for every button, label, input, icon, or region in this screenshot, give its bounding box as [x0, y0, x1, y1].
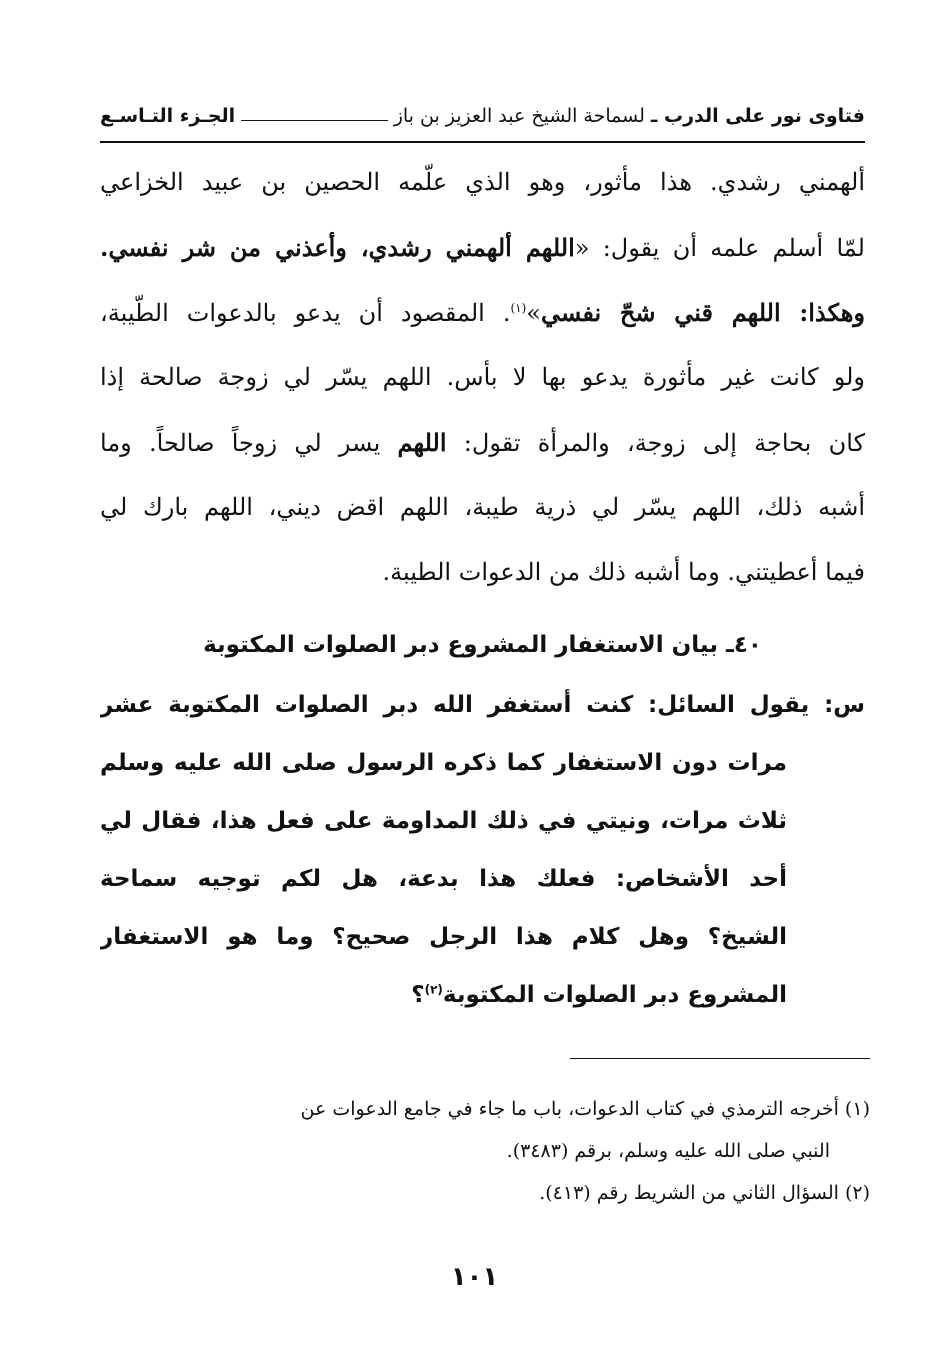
footnote-1: (١) أخرجه الترمذي في كتاب الدعوات، باب ما جاء في جامع الدعوات عن — [300, 1098, 870, 1120]
section-heading: ٤٠ـ بيان الاستغفار المشروع دبر الصلوات المكتوبة — [203, 632, 762, 658]
body-line — [100, 410, 865, 475]
body-line — [100, 540, 865, 605]
footnote-marker: (١) — [510, 301, 527, 315]
header-dash — [241, 120, 388, 121]
bold-text: وهكذا: اللهم قني شحّ نفسي — [540, 298, 865, 327]
question-line: المشروع دبر الصلوات المكتوبة — [442, 982, 787, 1008]
question-line-last — [100, 966, 865, 1024]
question-line: ثلاث مرات، ونيتي في ذلك المداومة على فعل هذا، فقال لي — [100, 808, 787, 834]
text-run: كان بحاجة إلى زوجة، والمرأة تقول: — [446, 429, 865, 457]
text-run: فيما أعطيتني. وما أشبه ذلك من الدعوات الطيبة. — [382, 558, 865, 586]
volume-label: الجـزء التـاسـع — [100, 105, 236, 127]
body-line — [100, 215, 865, 280]
question-line: أحد الأشخاص: فعلك هذا بدعة، هل لكم توجيه سماحة — [100, 866, 787, 892]
question-mark: ؟ — [411, 982, 425, 1008]
page-number: ١٠١ — [450, 1262, 499, 1292]
footnote-marker: (٢) — [424, 982, 443, 997]
text-run: ألهمني رشدي. هذا مأثور، وهو الذي علّمه الحصين بن عبيد الخزاعي — [100, 168, 865, 196]
bold-text: اللهم — [397, 428, 447, 457]
question-line: الشيخ؟ وهل كلام هذا الرجل صحيح؟ وما هو الاستغفار — [100, 924, 787, 950]
body-line — [100, 475, 865, 540]
text-run: » — [526, 299, 541, 327]
body-text — [100, 150, 865, 605]
text-run: ولو كانت غير مأثورة يدعو بها لا بأس. اللهم يسّر لي زوجة صالحة إذا — [100, 363, 865, 391]
question-line: مرات دون الاستغفار كما ذكره الرسول صلى الله عليه وسلم — [100, 750, 787, 776]
header-divider — [100, 141, 865, 143]
body-line — [100, 280, 865, 345]
question-block — [100, 676, 865, 1024]
footnote-divider — [570, 1058, 870, 1059]
text-run: لمّا أسلم علمه أن يقول: « — [574, 234, 865, 262]
author-name: لسماحة الشيخ عبد العزيز بن باز — [393, 105, 645, 127]
footnote-1-continuation: النبي صلى الله عليه وسلم، برقم (٣٤٨٣). — [506, 1140, 830, 1162]
book-title: فتاوى نور على الدرب ـ — [650, 105, 865, 127]
footnote-2: (٢) السؤال الثاني من الشريط رقم (٤١٣). — [539, 1182, 870, 1204]
question-line: س: يقول السائل: كنت أستغفر الله دبر الصلوات المكتوبة عشر — [100, 692, 865, 718]
running-header — [100, 100, 865, 132]
text-run: يسر لي زوجاً صالحاً. وما — [100, 429, 398, 457]
text-run: . المقصود أن يدعو بالدعوات الطّيبة، — [100, 299, 511, 327]
body-line — [100, 345, 865, 410]
footnotes — [100, 1088, 870, 1214]
body-line — [100, 150, 865, 215]
text-run: أشبه ذلك، اللهم يسّر لي ذرية طيبة، اللهم اقض ديني، اللهم بارك لي — [100, 493, 865, 521]
bold-text: اللهم ألهمني رشدي، وأعذني من شر نفسي. — [100, 233, 575, 262]
